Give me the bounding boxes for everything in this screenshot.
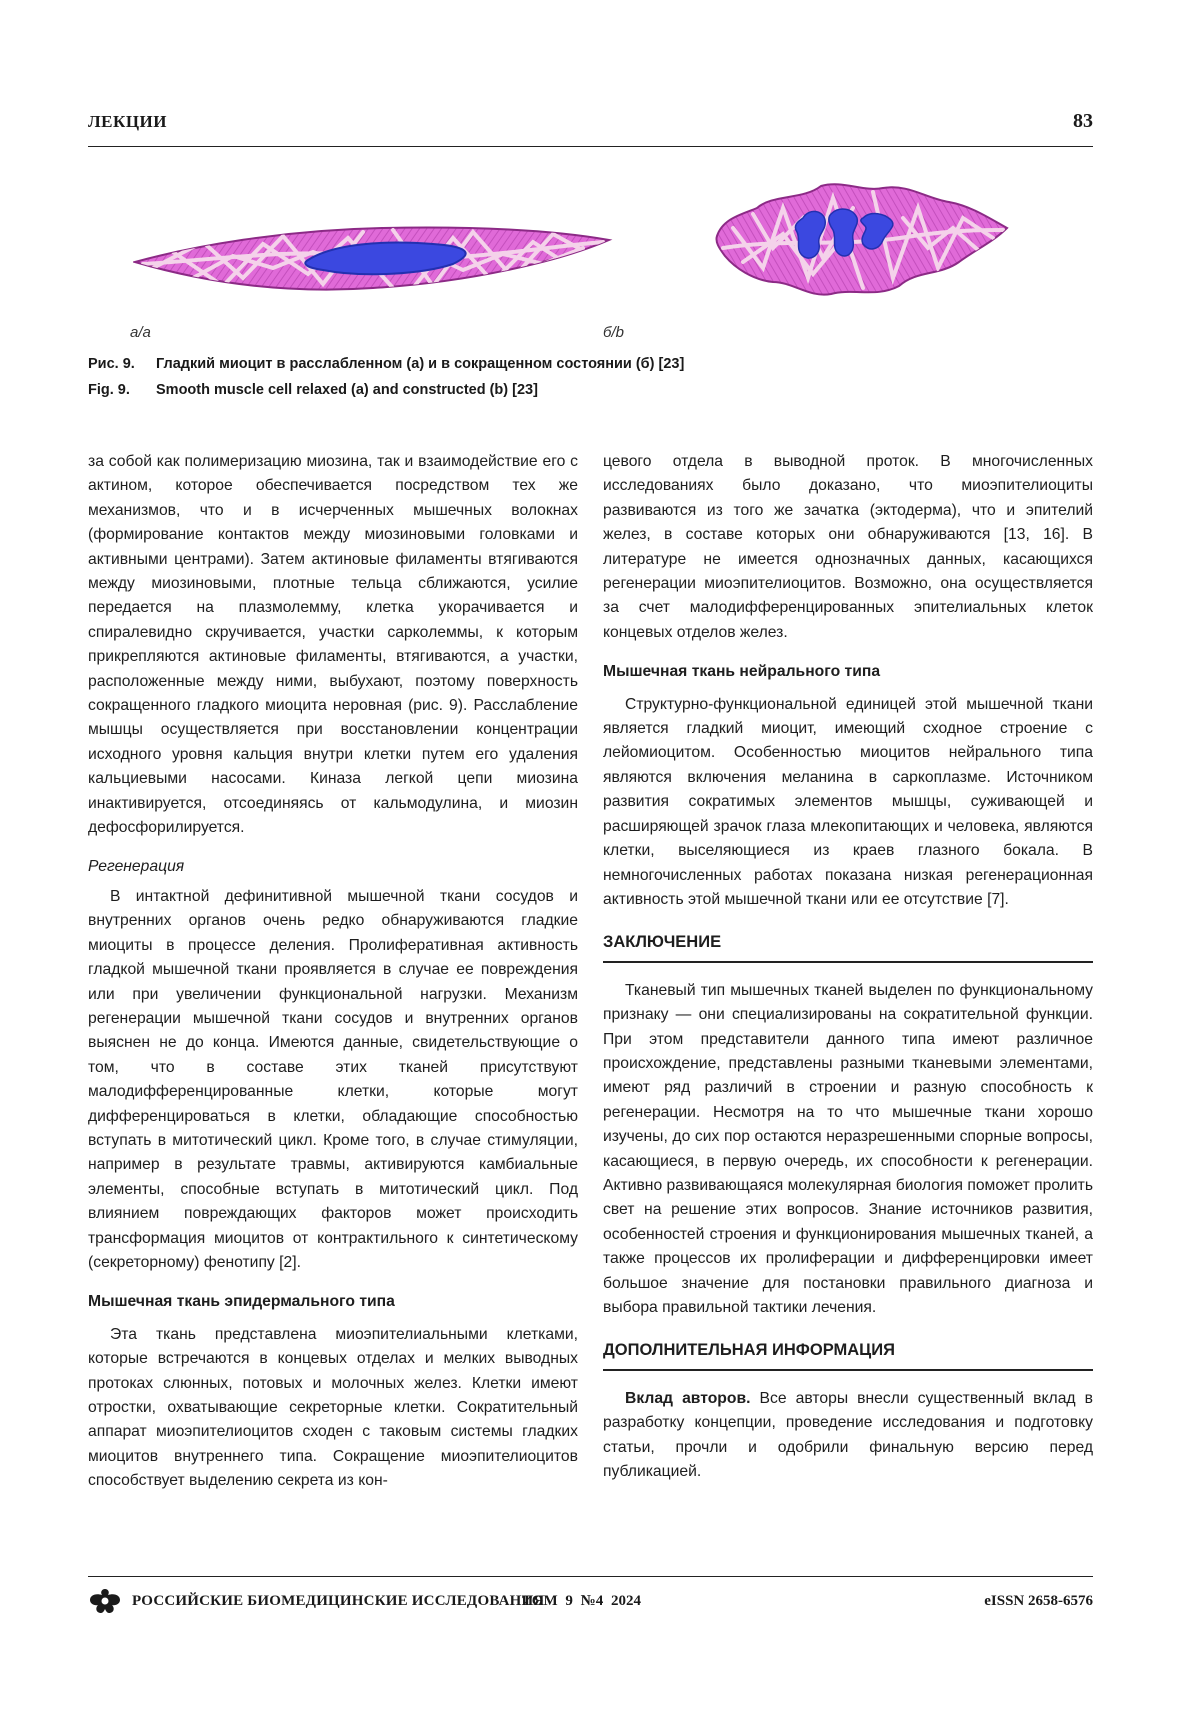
page-number: 83 bbox=[1073, 110, 1093, 132]
journal-title: РОССИЙСКИЕ БИОМЕДИЦИНСКИЕ ИССЛЕДОВАНИЯ bbox=[132, 1593, 545, 1609]
section-title: ЛЕКЦИИ bbox=[88, 112, 168, 131]
heading-conclusion: ЗАКЛЮЧЕНИЕ bbox=[603, 930, 1093, 962]
figure-label-a: а/a bbox=[130, 324, 151, 341]
figure-caption-ru bbox=[88, 354, 684, 374]
figure-label-b: б/b bbox=[603, 324, 624, 341]
heading-additional-info: ДОПОЛНИТЕЛЬНАЯ ИНФОРМАЦИЯ bbox=[603, 1338, 1093, 1370]
paragraph-regeneration: В интактной дефинитивной мышечной ткани сосудов и внутренних органов очень редко обнаруживаются гладкие миоциты в процессе деления. Пролиферативная активность гладкой мышечной ткани проявляется в случае ее повреждения или при увеличении функциональной нагрузки. Механизм регенерации мышечной ткани сосудов и внутренних органов выяснен не до конца. Имеются данные, свидетельствующие о том, что в составе этих тканей присутствуют малодифференцированные клетки, которые могут дифференцироваться в клетки, обладающие способностью вступать в митотический цикл. Кроме того, в случае стимуляции, например в результате травмы, активируются камбиальные элементы, способные вступать в митотический цикл. Под влиянием повреждающих факторов может происходить трансформация миоцитов от контрактильного к синтетическому (секреторному) фенотипу [2]. bbox=[88, 887, 578, 1271]
paragraph-author-contribution bbox=[603, 1387, 1093, 1485]
author-contribution-lead: Вклад авторов. bbox=[625, 1389, 751, 1407]
caption-ru-number: Рис. 9. bbox=[88, 356, 135, 372]
author-contribution-text: Все авторы внесли существенный вклад в разработку концепции, проведение исследования и подготовку статьи, прочли и одобрили финальную версию перед публикацией. bbox=[603, 1389, 1093, 1481]
left-column bbox=[88, 450, 578, 1494]
running-footer bbox=[88, 1576, 1093, 1617]
eissn: eISSN 2658-6576 bbox=[984, 1593, 1093, 1609]
caption-en-number: Fig. 9. bbox=[88, 382, 130, 398]
issue-info: ТОМ 9 №4 2024 bbox=[522, 1593, 641, 1609]
figure-caption-en bbox=[88, 380, 538, 400]
paragraph-neural-muscle: Структурно-функциональной единицей этой мышечной ткани является гладкий миоцит, имеющий сходное строение с лейомиоцитом. Особенностью миоцитов нейрального типа являются включения меланина в саркоплазме. Источником развития сократимых элементов мышцы, суживающей и расширяющей зрачок глаза млекопитающих и человека, являются клетки, выселяющиеся из краев глазного бокала. В немногочисленных работах показана низкая регенерационная активность этой мышечной ткани или ее отсутствие [7]. bbox=[603, 695, 1093, 908]
subheading-regeneration: Регенерация bbox=[88, 857, 185, 875]
contracted-myocyte-illustration bbox=[713, 178, 1013, 300]
paragraph-myoepithelium-continued: цевого отдела в выводной проток. В многочисленных исследованиях было доказано, что миоэпителиоциты развиваются из того же зачатка (эктодерма), что и эпителий желез, в составе которых они обнаруживаются [13, 16]. В литературе не имеется однозначных данных, касающихся регенерации миоэпителиоцитов. Возможно, она осуществляется за счет малодифференцированных эпителиальных клеток концевых отделов желез. bbox=[603, 453, 1093, 641]
figure-9 bbox=[88, 178, 1093, 338]
paragraph-conclusion: Тканевый тип мышечных тканей выделен по функциональному признаку — они специализированы на сократительной функции. При этом представители данного типа имеют различное происхождение, представлены разными тканевыми элементами, имеют ряд различий в строении и разную способность к регенерации. Несмотря на то что мышечные ткани хорошо изучены, до сих пор остаются неразрешенными спорные вопросы, касающиеся, в первую очередь, их способности к регенерации. Активно развивающаяся молекулярная биология поможет пролить свет на решение этих вопросов. Знание источников развития, особенностей строения и функционирования мышечных тканей, а также процессов их пролиферации и дифференцировки имеет большое значение для постановки правильного диагноза и выбора правильной тактики лечения. bbox=[603, 981, 1093, 1316]
subheading-neural-muscle: Мышечная ткань нейрального типа bbox=[603, 663, 881, 681]
journal-emblem-icon bbox=[88, 1587, 122, 1615]
caption-en-text: Smooth muscle cell relaxed (a) and constructed (b) [23] bbox=[156, 382, 538, 398]
running-header bbox=[88, 112, 1093, 147]
subheading-epidermal-muscle: Мышечная ткань эпидермального типа bbox=[88, 1293, 395, 1311]
right-column bbox=[603, 450, 1093, 1484]
caption-ru-text: Гладкий миоцит в расслабленном (а) и в сокращенном состоянии (б) [23] bbox=[156, 356, 685, 372]
paragraph-contraction-mechanism: за собой как полимеризацию миозина, так и взаимодействие его с актином, которое обеспечивается посредством тех же механизмов, что и в исчерченных мышечных волокнах (формирование контактов между миозиновыми головками и активными центрами). Затем актиновые филаменты втягиваются между миозиновыми, плотные тельца сближаются, усилие передается на плазмолемму, клетка укорачивается и спиралевидно скручивается, участки сарколеммы, к которым прикрепляются актиновые филаменты, втягиваются, а участки, расположенные между ними, выбухают, поэтому поверхность сокращенного гладкого миоцита неровная (рис. 9). Расслабление мышцы осуществляется при восстановлении концентрации исходного уровня кальция внутри клетки путем его удаления кальциевыми насосами. Киназа легкой цепи миозина инактивируется, отсоединяясь от кальмодулина, и миозин дефосфорилируется. bbox=[88, 453, 578, 837]
relaxed-myocyte-illustration bbox=[133, 208, 613, 296]
paragraph-epidermal-muscle: Эта ткань представлена миоэпителиальными клетками, которые встречаются в концевых отделах и мелких выводных протоках слюнных, потовых и молочных желез. Клетки имеют отростки, охватывающие секреторные клетки. Сократительный аппарат миоэпителиоцитов сходен с таковым системы гладких миоцитов внутреннего типа. Сокращение миоэпителиоцитов способствует выделению секрета из кон- bbox=[88, 1325, 578, 1490]
